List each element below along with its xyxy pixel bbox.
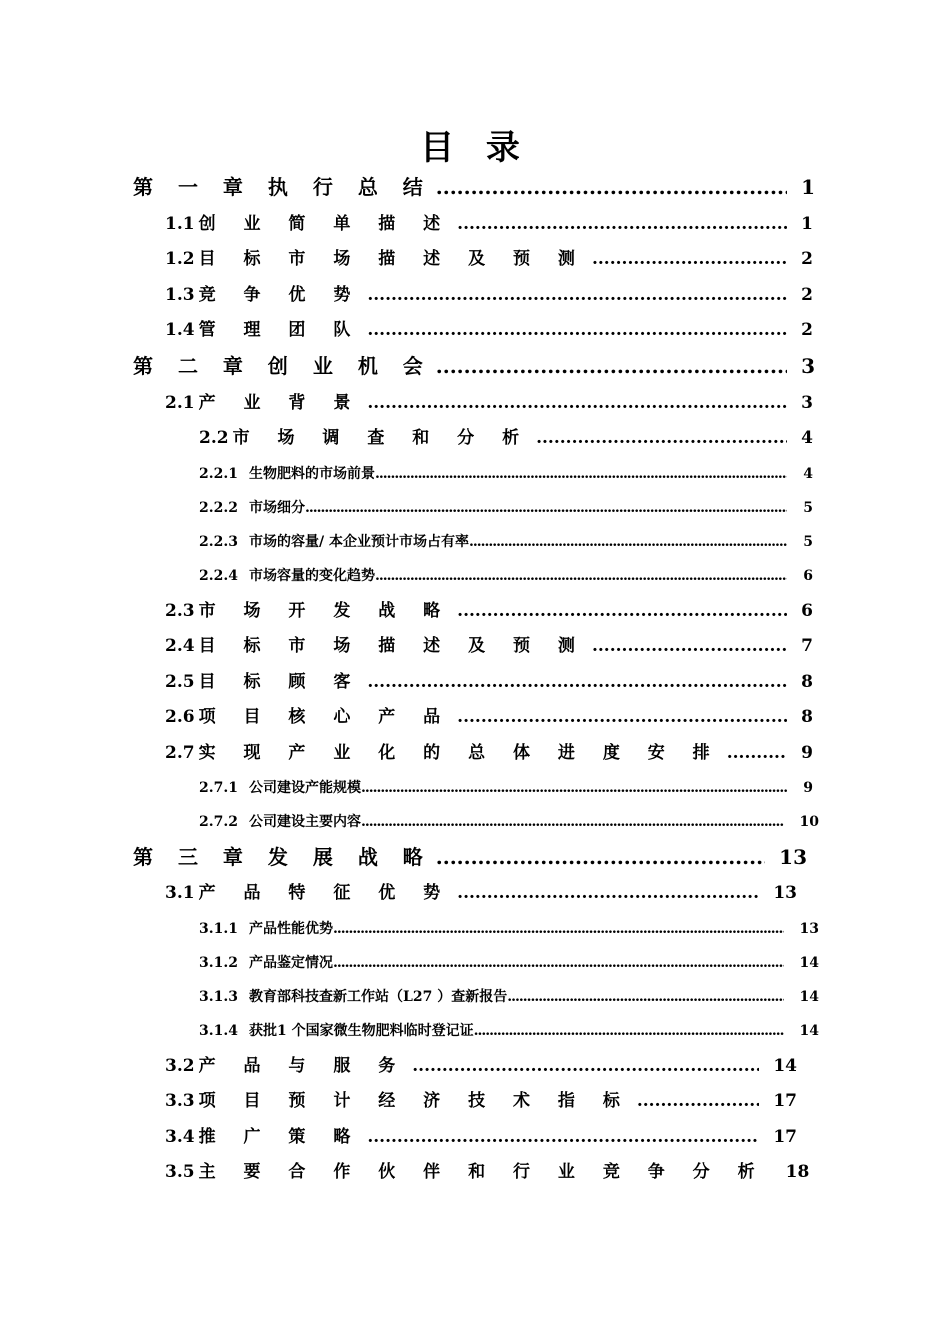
toc-page-number: 1 <box>801 214 813 234</box>
toc-page-number: 17 <box>773 1127 797 1147</box>
toc-entry-label: 公司建设主要内容 <box>249 814 361 830</box>
toc-section-3-4[interactable] <box>165 1123 797 1151</box>
toc-entry-label: 实 现 产 业 化 的 总 体 进 度 安 排 <box>198 743 721 763</box>
toc-section-number: 2.5 <box>165 672 195 692</box>
toc-page-number: 17 <box>773 1091 797 1111</box>
toc-entry-label: 产 业 背 景 <box>198 393 362 413</box>
toc-section-1-1[interactable] <box>165 210 813 238</box>
dot-leader <box>474 1019 784 1043</box>
toc-section-3-5[interactable] <box>165 1158 810 1186</box>
toc-page-number: 13 <box>773 883 797 903</box>
dot-leader <box>375 564 787 588</box>
dot-leader <box>361 776 787 800</box>
toc-page-number: 14 <box>799 989 819 1005</box>
toc-section-number: 1.1 <box>165 214 195 234</box>
toc-section-2-7[interactable] <box>165 739 813 767</box>
toc-entry-label: 市场的容量/ 本企业预计市场占有率 <box>249 534 469 550</box>
toc-section-number: 1.3 <box>165 285 195 305</box>
dot-leader <box>375 462 787 486</box>
toc-section-number: 3.1.1 <box>199 921 238 937</box>
dot-leader <box>536 424 787 452</box>
toc-page-number: 18 <box>785 1162 810 1182</box>
toc-page-number: 13 <box>779 845 807 869</box>
dot-leader <box>457 210 787 238</box>
toc-subsection-2-2-1[interactable] <box>199 462 813 486</box>
toc-page-number: 2 <box>801 285 813 305</box>
toc-section-number: 2.7.2 <box>199 814 238 830</box>
toc-section-number: 3.4 <box>165 1127 195 1147</box>
dot-leader <box>367 668 787 696</box>
toc-section-number: 2.2 <box>199 428 229 448</box>
toc-page-number: 13 <box>799 921 819 937</box>
dot-leader <box>457 703 787 731</box>
toc-subsection-2-2-4[interactable] <box>199 564 813 588</box>
toc-chapter-2[interactable] <box>133 351 815 381</box>
toc-section-2-2[interactable] <box>199 424 813 452</box>
toc-entry-label: 第 二 章 创 业 机 会 <box>133 354 432 378</box>
toc-section-number: 1.4 <box>165 320 195 340</box>
toc-section-number: 2.7.1 <box>199 780 238 796</box>
toc-page-number: 14 <box>773 1056 797 1076</box>
toc-section-1-2[interactable] <box>165 245 813 273</box>
toc-entry-label: 推 广 策 略 <box>198 1127 362 1147</box>
toc-entry-label: 创 业 简 单 描 述 <box>198 214 452 234</box>
toc-entry-label: 第 一 章 执 行 总 结 <box>133 175 432 199</box>
toc-page-number: 14 <box>799 955 819 971</box>
dot-leader <box>469 530 787 554</box>
toc-section-number: 2.2.2 <box>199 500 238 516</box>
dot-leader <box>436 351 787 381</box>
dot-leader <box>436 172 787 202</box>
toc-page-number: 9 <box>803 780 813 796</box>
toc-section-2-4[interactable] <box>165 632 813 660</box>
toc-entry-label: 第 三 章 发 展 战 略 <box>133 845 432 869</box>
toc-section-number: 3.3 <box>165 1091 195 1111</box>
dot-leader <box>457 879 759 907</box>
dot-leader <box>305 496 787 520</box>
toc-section-3-3[interactable] <box>165 1087 797 1115</box>
toc-chapter-1[interactable] <box>133 172 815 202</box>
dot-leader <box>412 1052 759 1080</box>
toc-entry-label: 目 标 市 场 描 述 及 预 测 <box>198 636 586 656</box>
toc-section-number: 2.2.3 <box>199 534 238 550</box>
toc-subsection-3-1-3[interactable] <box>199 985 819 1009</box>
toc-page-number: 4 <box>803 466 813 482</box>
toc-page-number: 5 <box>803 500 813 516</box>
toc-page-number: 8 <box>801 672 813 692</box>
dot-leader <box>637 1087 759 1115</box>
toc-section-number: 3.1.3 <box>199 989 238 1005</box>
toc-entry-label: 生物肥料的市场前景 <box>249 466 375 482</box>
dot-leader <box>333 951 784 975</box>
toc-entry-label: 市场细分 <box>249 500 305 516</box>
toc-page-number: 5 <box>803 534 813 550</box>
toc-section-number: 2.7 <box>165 743 195 763</box>
dot-leader <box>361 810 784 834</box>
toc-section-number: 2.2.1 <box>199 466 238 482</box>
toc-section-number: 3.1.4 <box>199 1023 238 1039</box>
toc-entry-label: 产 品 与 服 务 <box>198 1056 407 1076</box>
dot-leader <box>727 739 787 767</box>
toc-entry-label: 市场容量的变化趋势 <box>249 568 375 584</box>
toc-section-1-3[interactable] <box>165 281 813 309</box>
toc-section-2-6[interactable] <box>165 703 813 731</box>
toc-page-number: 7 <box>801 636 813 656</box>
toc-section-number: 3.2 <box>165 1056 195 1076</box>
toc-subsection-2-2-2[interactable] <box>199 496 813 520</box>
toc-entry-label: 获批1 个国家微生物肥料临时登记证 <box>249 1023 474 1039</box>
dot-leader <box>592 245 787 273</box>
toc-subsection-2-7-1[interactable] <box>199 776 813 800</box>
toc-entry-label: 项 目 核 心 产 品 <box>198 707 452 727</box>
toc-entry-label: 产品性能优势 <box>249 921 333 937</box>
toc-entry-label: 目 标 顾 客 <box>198 672 362 692</box>
toc-entry-label: 市 场 开 发 战 略 <box>198 601 452 621</box>
toc-page-number: 2 <box>801 249 813 269</box>
toc-section-number: 2.2.4 <box>199 568 238 584</box>
dot-leader <box>457 597 787 625</box>
toc-page-number: 14 <box>799 1023 819 1039</box>
toc-section-2-1[interactable] <box>165 389 813 417</box>
toc-subsection-2-2-3[interactable] <box>199 530 813 554</box>
dot-leader <box>436 842 765 872</box>
toc-page-number: 6 <box>803 568 813 584</box>
toc-page-number: 10 <box>799 814 819 830</box>
toc-subsection-3-1-4[interactable] <box>199 1019 819 1043</box>
toc-section-2-3[interactable] <box>165 597 813 625</box>
toc-entry-label: 公司建设产能规模 <box>249 780 361 796</box>
toc-subsection-3-1-2[interactable] <box>199 951 819 975</box>
toc-page-number: 2 <box>801 320 813 340</box>
toc-section-2-5[interactable] <box>165 668 813 696</box>
toc-entry-label: 项 目 预 计 经 济 技 术 指 标 <box>198 1091 631 1111</box>
dot-leader <box>367 316 787 344</box>
toc-section-number: 2.3 <box>165 601 195 621</box>
toc-section-number: 3.1 <box>165 883 195 903</box>
toc-section-number: 2.1 <box>165 393 195 413</box>
toc-entry-label: 教育部科技查新工作站（L27 ）查新报告 <box>249 989 508 1005</box>
toc-subsection-3-1-1[interactable] <box>199 917 819 941</box>
toc-entry-label: 管 理 团 队 <box>198 320 362 340</box>
toc-page-number: 9 <box>801 743 813 763</box>
toc-entry-label: 产品鉴定情况 <box>249 955 333 971</box>
dot-leader <box>333 917 784 941</box>
toc-chapter-3[interactable] <box>133 842 807 872</box>
toc-entry-label: 竞 争 优 势 <box>198 285 362 305</box>
toc-page-number: 4 <box>801 428 813 448</box>
toc-page-number: 6 <box>801 601 813 621</box>
toc-page-number: 8 <box>801 707 813 727</box>
toc-page-number: 1 <box>801 175 815 199</box>
toc-subsection-2-7-2[interactable] <box>199 810 819 834</box>
toc-section-number: 3.1.2 <box>199 955 238 971</box>
toc-page-number: 3 <box>801 354 815 378</box>
toc-page-number: 3 <box>801 393 813 413</box>
toc-section-number: 3.5 <box>165 1162 195 1182</box>
toc-section-number: 2.6 <box>165 707 195 727</box>
toc-section-number: 1.2 <box>165 249 195 269</box>
toc-section-1-4[interactable] <box>165 316 813 344</box>
dot-leader <box>367 389 787 417</box>
toc-entry-label: 市 场 调 查 和 分 析 <box>232 428 531 448</box>
dot-leader <box>367 281 787 309</box>
toc-entry-label: 主 要 合 作 伙 伴 和 行 业 竞 争 分 析 <box>198 1162 766 1182</box>
toc-section-3-1[interactable] <box>165 879 797 907</box>
toc-title: 目 录 <box>420 128 530 168</box>
toc-section-number: 2.4 <box>165 636 195 656</box>
dot-leader <box>367 1123 759 1151</box>
dot-leader <box>592 632 787 660</box>
dot-leader <box>507 985 783 1009</box>
toc-entry-label: 目 标 市 场 描 述 及 预 测 <box>198 249 586 269</box>
toc-section-3-2[interactable] <box>165 1052 797 1080</box>
toc-entry-label: 产 品 特 征 优 势 <box>198 883 452 903</box>
